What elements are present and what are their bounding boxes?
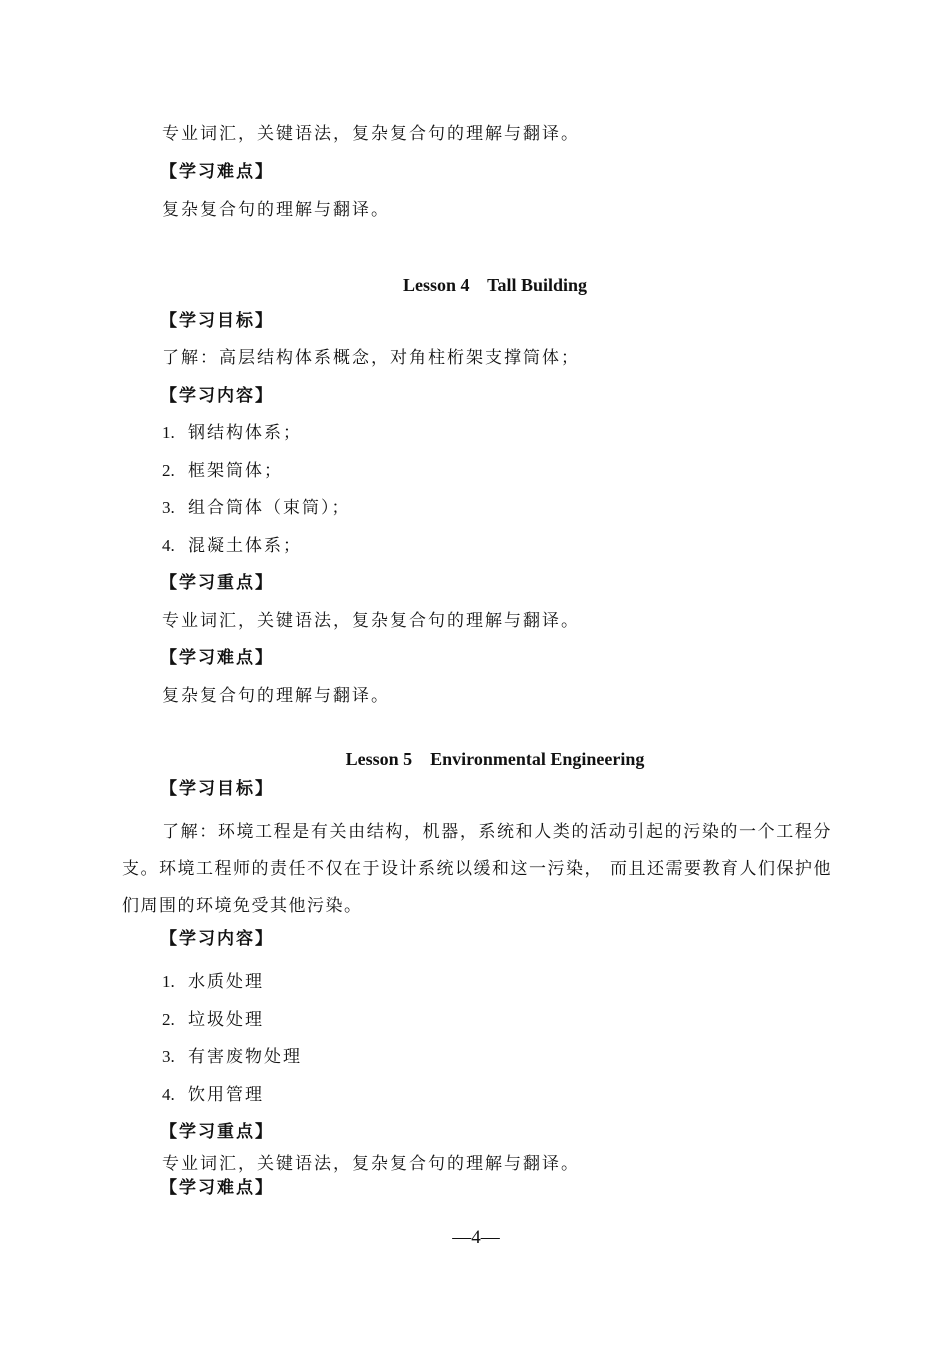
list-item: 4. 饮用管理 [162,1085,264,1105]
lesson4-focus-text: 专业词汇，关键语法，复杂复合句的理解与翻译。 [162,611,580,631]
lesson5-difficulty-heading: 【学习难点】 [160,1178,274,1198]
list-item: 1. 水质处理 [162,972,264,992]
top-difficulty-heading: 【学习难点】 [160,162,274,182]
list-item: 2. 垃圾处理 [162,1010,264,1030]
lesson5-title: Lesson 5 Environmental Engineering [345,749,645,769]
list-item: 4. 混凝土体系； [162,536,302,556]
lesson4-focus-heading: 【学习重点】 [160,573,274,593]
top-focus-text: 专业词汇，关键语法，复杂复合句的理解与翻译。 [162,124,580,144]
list-item: 2. 框架筒体； [162,461,283,481]
lesson4-goal-heading: 【学习目标】 [160,311,274,331]
top-difficulty-text: 复杂复合句的理解与翻译。 [162,200,390,220]
lesson5-content-heading: 【学习内容】 [160,929,274,949]
list-item: 3. 有害废物处理 [162,1047,302,1067]
list-item: 1. 钢结构体系； [162,423,302,443]
lesson4-difficulty-heading: 【学习难点】 [160,648,274,668]
lesson5-goal-text: 了解：环境工程是有关由结构，机器，系统和人类的活动引起的污染的一个工程分支。环境工程师的责任不仅在于设计系统以缓和这一污染， 而且还需要教育人们保护他们周围的环境免受其他污染。 [122,822,832,916]
list-item: 3. 组合筒体（束筒）； [162,498,351,518]
lesson4-goal-text: 了解：高层结构体系概念，对角柱桁架支撑筒体； [162,348,580,368]
lesson4-difficulty-text: 复杂复合句的理解与翻译。 [162,686,390,706]
page-number: —4— [452,1227,500,1248]
lesson4-title: Lesson 4 Tall Building [402,275,588,295]
lesson5-focus-text: 专业词汇，关键语法，复杂复合句的理解与翻译。 [162,1154,580,1174]
lesson4-content-heading: 【学习内容】 [160,386,274,406]
lesson5-focus-heading: 【学习重点】 [160,1122,274,1142]
lesson5-goal-heading: 【学习目标】 [160,779,274,799]
